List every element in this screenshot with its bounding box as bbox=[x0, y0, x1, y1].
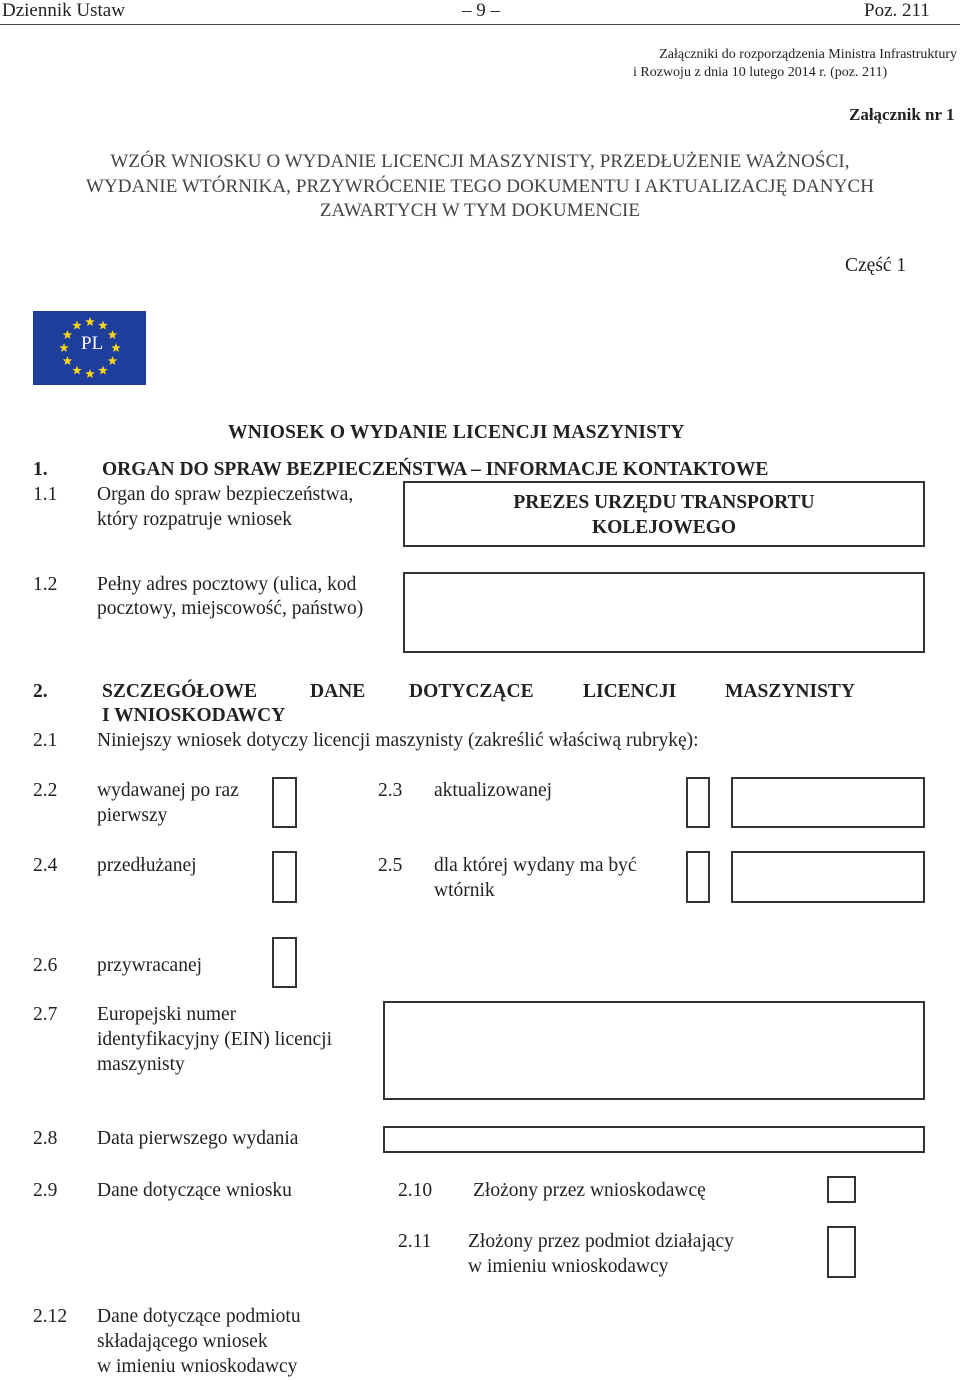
field-2-8-label: Data pierwszego wydania bbox=[97, 1128, 299, 1149]
field-2-8-number: 2.8 bbox=[33, 1128, 58, 1149]
field-2-6-number: 2.6 bbox=[33, 955, 58, 976]
field-2-10-number: 2.10 bbox=[398, 1180, 433, 1201]
annex-ref-line1: Załączniki do rozporządzenia Ministra Infrastruktury bbox=[659, 47, 957, 62]
updated-details-field[interactable] bbox=[731, 777, 925, 828]
field-2-7-number: 2.7 bbox=[33, 1004, 58, 1025]
field-2-12-label-line3: w imieniu wnioskodawcy bbox=[97, 1356, 298, 1377]
field-2-9-label: Dane dotyczące wniosku bbox=[97, 1180, 292, 1201]
submitted-by-applicant-checkbox[interactable] bbox=[827, 1176, 856, 1203]
section1-heading: ORGAN DO SPRAW BEZPIECZEŃSTWA – INFORMACJE KONTAKTOWE bbox=[102, 459, 769, 480]
field-2-2-label-line2: pierwszy bbox=[97, 805, 168, 826]
field-2-2-number: 2.2 bbox=[33, 780, 58, 801]
field-2-5-label-line1: dla której wydany ma być bbox=[434, 855, 637, 876]
first-issue-date-field[interactable] bbox=[383, 1126, 925, 1153]
field-2-11-label-line1: Złożony przez podmiot działający bbox=[468, 1231, 734, 1252]
field-2-4-number: 2.4 bbox=[33, 855, 58, 876]
section1-number: 1. bbox=[33, 459, 48, 480]
field-2-4-label: przedłużanej bbox=[97, 855, 197, 876]
field-2-5-label-line2: wtórnik bbox=[434, 880, 495, 901]
field-2-5-number: 2.5 bbox=[378, 855, 403, 876]
annex-ref-line2: i Rozwoju z dnia 10 lutego 2014 r. (poz. 211) bbox=[633, 65, 888, 80]
section2-heading-word1: SZCZEGÓŁOWE bbox=[102, 681, 257, 702]
position-number: Poz. 211 bbox=[864, 0, 930, 21]
section2-heading-word2: DANE bbox=[310, 681, 366, 702]
section2-heading-word4: LICENCJI bbox=[583, 681, 677, 702]
submitted-by-entity-checkbox[interactable] bbox=[827, 1226, 856, 1278]
field-2-11-number: 2.11 bbox=[398, 1231, 432, 1252]
field-2-6-label: przywracanej bbox=[97, 955, 203, 976]
field-1-1-label-line1: Organ do spraw bezpieczeństwa, bbox=[97, 484, 354, 505]
field-1-1-number: 1.1 bbox=[33, 484, 58, 505]
field-2-9-number: 2.9 bbox=[33, 1180, 58, 1201]
field-2-12-number: 2.12 bbox=[33, 1306, 68, 1327]
annex-number: Załącznik nr 1 bbox=[849, 105, 955, 124]
section2-heading-word5: MASZYNISTY bbox=[725, 681, 856, 702]
journal-name: Dziennik Ustaw bbox=[2, 0, 125, 21]
duplicate-details-field[interactable] bbox=[731, 851, 925, 903]
part-label: Część 1 bbox=[845, 255, 907, 276]
field-2-3-number: 2.3 bbox=[378, 780, 403, 801]
page-number: – 9 – bbox=[462, 0, 500, 21]
field-2-7-label-line1: Europejski numer bbox=[97, 1004, 237, 1025]
safety-authority-value-line2: KOLEJOWEGO bbox=[591, 517, 737, 538]
section2-heading-word3: DOTYCZĄCE bbox=[409, 681, 534, 702]
extended-checkbox[interactable] bbox=[272, 851, 297, 903]
field-2-10-label: Złożony przez wnioskodawcę bbox=[473, 1180, 706, 1201]
flag-country-code: PL bbox=[81, 333, 104, 354]
ein-field[interactable] bbox=[383, 1001, 925, 1100]
section2-number: 2. bbox=[33, 681, 48, 702]
field-2-12-label-line1: Dane dotyczące podmiotu bbox=[97, 1306, 301, 1327]
header-rule bbox=[0, 24, 960, 25]
restored-checkbox[interactable] bbox=[272, 937, 297, 988]
safety-authority-value-line1: PREZES URZĘDU TRANSPORTU bbox=[513, 492, 815, 513]
document-title-line1: WZÓR WNIOSKU O WYDANIE LICENCJI MASZYNISTY, PRZEDŁUŻENIE WAŻNOŚCI, bbox=[110, 151, 850, 172]
field-1-1-label-line2: który rozpatruje wniosek bbox=[97, 509, 292, 530]
duplicate-checkbox[interactable] bbox=[686, 851, 710, 903]
field-2-11-label-line2: w imieniu wnioskodawcy bbox=[468, 1256, 669, 1277]
first-issue-checkbox[interactable] bbox=[272, 777, 297, 828]
field-2-3-label: aktualizowanej bbox=[434, 780, 553, 801]
field-1-2-label-line1: Pełny adres pocztowy (ulica, kod bbox=[97, 574, 357, 595]
section2-heading-line2: I WNIOSKODAWCY bbox=[102, 705, 286, 726]
form-title: WNIOSEK O WYDANIE LICENCJI MASZYNISTY bbox=[228, 422, 685, 443]
field-1-2-number: 1.2 bbox=[33, 574, 58, 595]
eu-flag-pl bbox=[33, 311, 146, 385]
field-2-7-label-line2: identyfikacyjny (EIN) licencji bbox=[97, 1029, 332, 1050]
field-2-1-number: 2.1 bbox=[33, 730, 58, 751]
postal-address-field[interactable] bbox=[403, 572, 925, 653]
updated-checkbox[interactable] bbox=[686, 777, 710, 828]
field-2-2-label-line1: wydawanej po raz bbox=[97, 780, 239, 801]
document-title-line3: ZAWARTYCH W TYM DOKUMENCIE bbox=[319, 200, 641, 221]
document-title-line2: WYDANIE WTÓRNIKA, PRZYWRÓCENIE TEGO DOKUMENTU I AKTUALIZACJĘ DANYCH bbox=[85, 176, 875, 197]
field-1-2-label-line2: pocztowy, miejscowość, państwo) bbox=[97, 598, 364, 619]
field-2-1-label: Niniejszy wniosek dotyczy licencji maszynisty (zakreślić właściwą rubrykę): bbox=[97, 730, 699, 751]
field-2-12-label-line2: składającego wniosek bbox=[97, 1331, 268, 1352]
safety-authority-field[interactable] bbox=[403, 481, 925, 547]
field-2-7-label-line3: maszynisty bbox=[97, 1054, 185, 1075]
